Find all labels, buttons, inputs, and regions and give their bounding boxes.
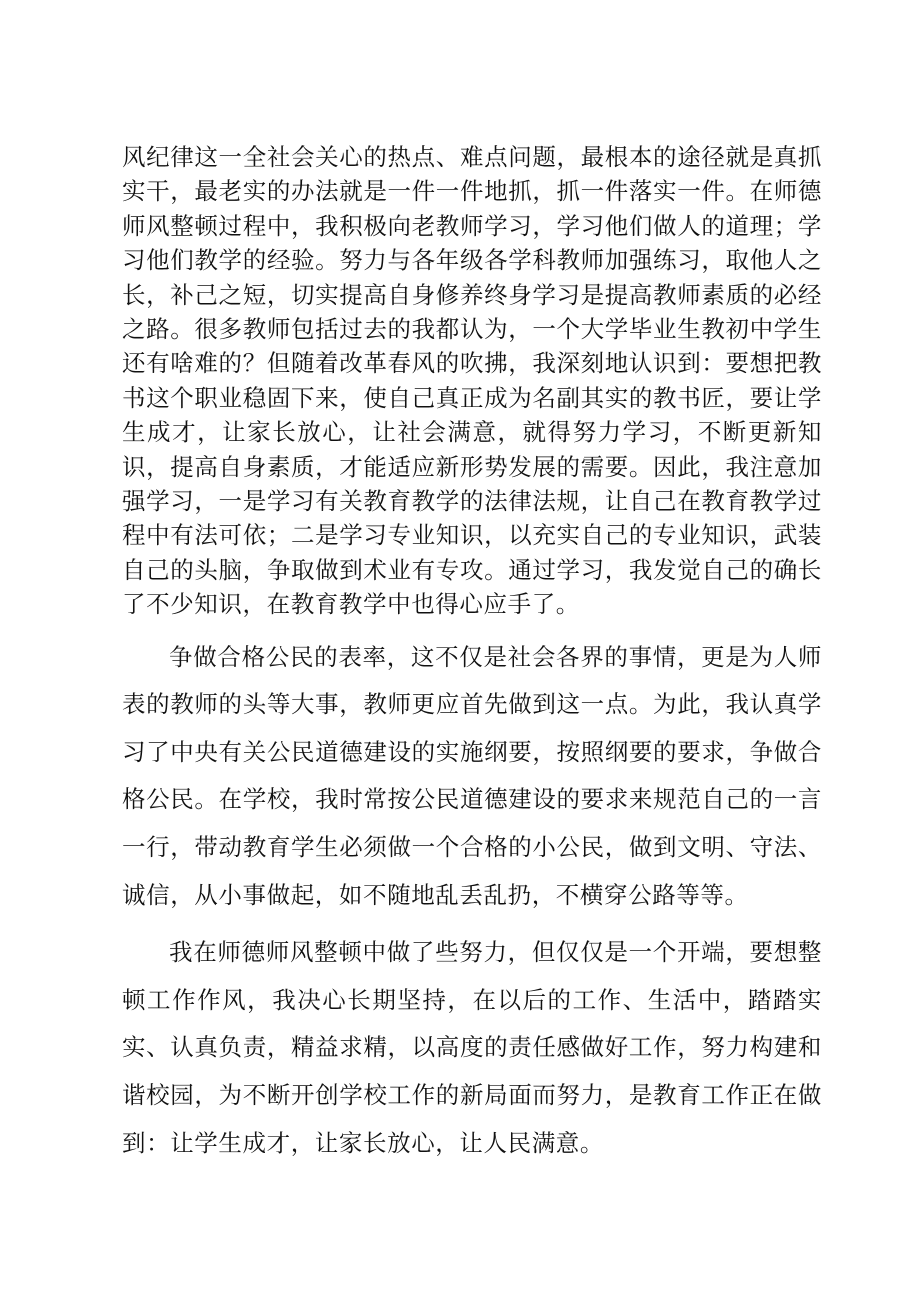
- paragraph-2: 争做合格公民的表率，这不仅是社会各界的事情，更是为人师表的教师的头等大事，教师更应首先做到这一点。为此，我认真学习了中央有关公民道德建设的实施纲要，按照纲要的要求，争做合格公民。在学校，我时常按公民道德建设的要求来规范自己的一言一行，带动教育学生必须做一个合格的小公民，做到文明、守法、诚信，从小事做起，如不随地乱丢乱扔，不横穿公路等等。: [122, 642, 822, 909]
- paragraph-1: 风纪律这一全社会关心的热点、难点问题，最根本的途径就是真抓实干，最老实的办法就是一件一件地抓，抓一件落实一件。在师德师风整顿过程中，我积极向老教师学习，学习他们做人的道理；学习他们教学的经验。努力与各年级各学科教师加强练习，取他人之长，补己之短，切实提高自身修养终身学习是提高教师素质的必经之路。很多教师包括过去的我都认为，一个大学毕业生教初中学生还有啥难的？但随着改革春风的吹拂，我深刻地认识到：要想把教书这个职业稳固下来，使自己真正成为名副其实的教书匠，要让学生成才，让家长放心，让社会满意，就得努力学习，不断更新知识，提高自身素质，才能适应新形势发展的需要。因此，我注意加强学习，一是学习有关教育教学的法律法规，让自己在教育教学过程中有法可依；二是学习专业知识，以充实自己的专业知识，武装自己的头脑，争取做到术业有专攻。通过学习，我发觉自己的确长了不少知识，在教育教学中也得心应手了。: [122, 143, 822, 619]
- document-body: [122, 140, 822, 1167]
- paragraph-3: 我在师德师风整顿中做了些努力，但仅仅是一个开端，要想整顿工作作风，我决心长期坚持，在以后的工作、生活中，踏踏实实、认真负责，精益求精，以高度的责任感做好工作，努力构建和谐校园，为不断开创学校工作的新局面而努力，是教育工作正在做到：让学生成才，让家长放心，让人民满意。: [122, 938, 822, 1157]
